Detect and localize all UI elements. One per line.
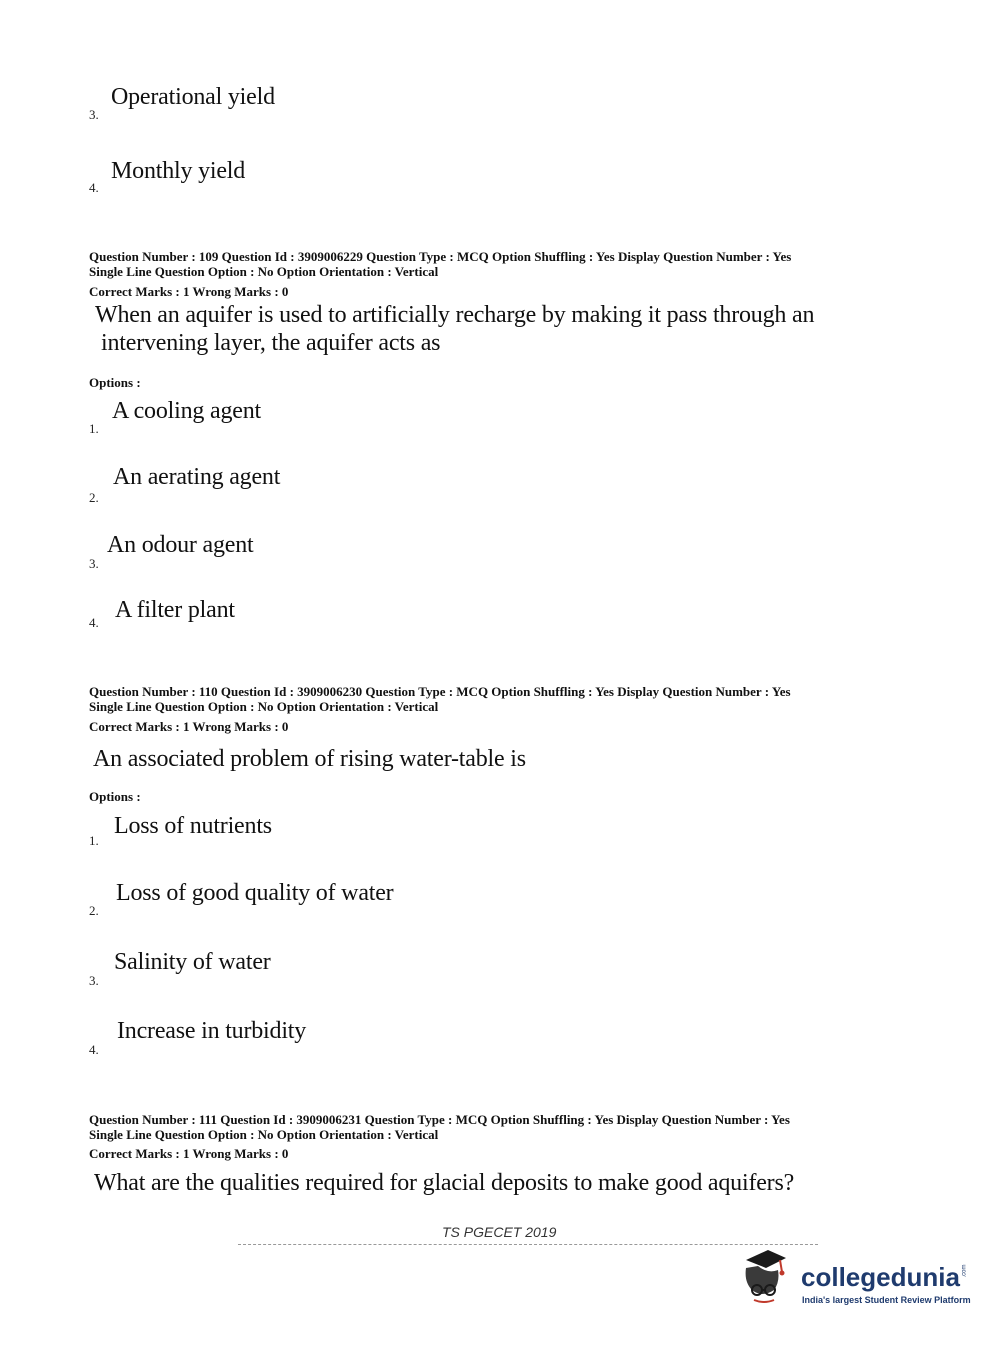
option-number: 3. [89, 973, 99, 988]
question-text-line1: An associated problem of rising water-table is [93, 746, 526, 772]
logo-com: .com [961, 1264, 968, 1278]
option-number: 1. [89, 421, 99, 436]
question-meta-line2: Single Line Question Option : No Option Orientation : Vertical [89, 699, 439, 714]
option-text: Monthly yield [111, 158, 246, 184]
option-text: Loss of good quality of water [116, 880, 394, 906]
question-marks: Correct Marks : 1 Wrong Marks : 0 [89, 1146, 289, 1161]
options-label: Options : [89, 375, 141, 390]
option-number: 2. [89, 903, 99, 918]
question-text-line1: When an aquifer is used to artificially recharge by making it pass through an [95, 302, 815, 328]
option-text: A cooling agent [112, 398, 261, 424]
question-meta-line2: Single Line Question Option : No Option Orientation : Vertical [89, 264, 439, 279]
option-number: 4. [89, 615, 99, 630]
question-meta-line1: Question Number : 109 Question Id : 3909006229 Question Type : MCQ Option Shuffling : Yes Display Question Number : Yes [89, 249, 792, 264]
option-text: Increase in turbidity [117, 1018, 307, 1044]
footer-divider [238, 1244, 818, 1245]
option-number: 4. [89, 1042, 99, 1057]
option-text: Loss of nutrients [114, 813, 272, 839]
question-text-line2: intervening layer, the aquifer acts as [101, 330, 441, 356]
option-number: 3. [89, 107, 99, 122]
option-number: 3. [89, 556, 99, 571]
option-number: 4. [89, 180, 99, 195]
options-label: Options : [89, 789, 141, 804]
logo-brand: collegedunia [801, 1262, 960, 1292]
option-text: Operational yield [111, 84, 275, 110]
option-text: Salinity of water [114, 949, 271, 975]
question-meta-line1: Question Number : 111 Question Id : 3909006231 Question Type : MCQ Option Shuffling : Yes Display Question Number : Yes [89, 1112, 790, 1127]
logo-tagline: India's largest Student Review Platform [802, 1295, 971, 1305]
option-number: 2. [89, 490, 99, 505]
footer-exam-name: TS PGECET 2019 [442, 1224, 557, 1240]
question-marks: Correct Marks : 1 Wrong Marks : 0 [89, 284, 289, 299]
option-text: An odour agent [107, 532, 254, 558]
question-meta-line2: Single Line Question Option : No Option Orientation : Vertical [89, 1127, 439, 1142]
question-text-line1: What are the qualities required for glacial deposits to make good aquifers? [94, 1170, 795, 1196]
option-number: 1. [89, 833, 99, 848]
question-marks: Correct Marks : 1 Wrong Marks : 0 [89, 719, 289, 734]
option-text: An aerating agent [113, 464, 281, 490]
mascot-icon [740, 1246, 788, 1306]
option-text: A filter plant [115, 597, 235, 623]
question-meta-line1: Question Number : 110 Question Id : 3909006230 Question Type : MCQ Option Shuffling : Yes Display Question Number : Yes [89, 684, 791, 699]
